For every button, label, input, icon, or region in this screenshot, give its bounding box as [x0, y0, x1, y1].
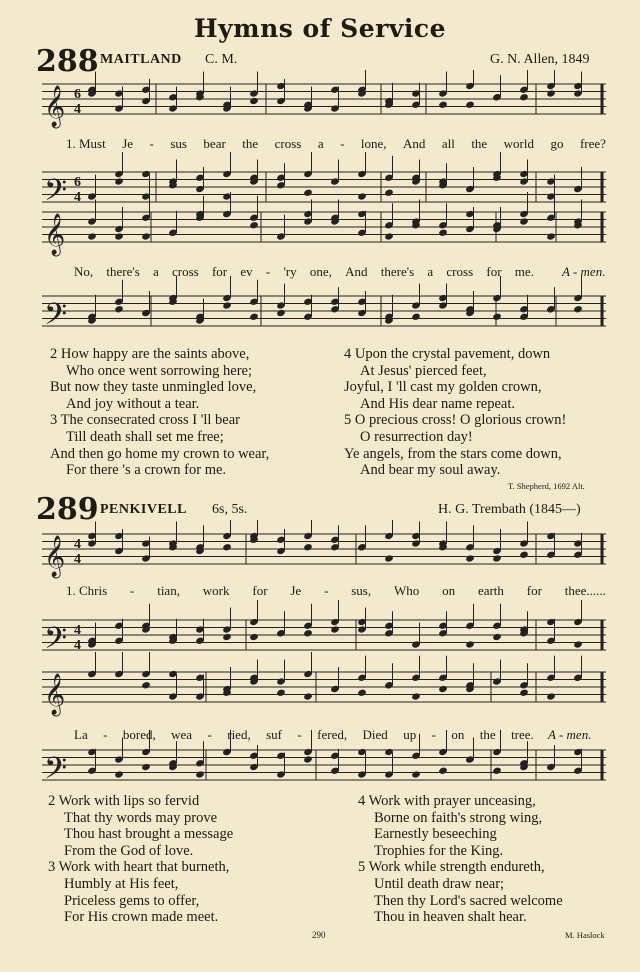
note-head: [303, 543, 313, 551]
lyric-syllable: cross: [274, 136, 302, 151]
note-head: [249, 97, 259, 105]
lyric-syllable: sus,: [351, 583, 372, 598]
bass-clef-icon: 𝄢: [44, 174, 68, 215]
note-head: [438, 685, 448, 693]
hymn-number: 289: [36, 492, 99, 527]
verse-line: And then go home my crown to wear,: [50, 445, 270, 462]
note-head: [141, 681, 151, 689]
lyric-syllable: Je: [290, 583, 302, 598]
note-head: [492, 313, 502, 321]
lyric-syllable: -: [103, 727, 108, 742]
lyric-syllable: work: [202, 583, 230, 598]
composer: G. N. Allen, 1849: [490, 52, 590, 67]
note-head: [519, 93, 529, 101]
note-head: [114, 232, 124, 240]
time-signature: 4: [74, 102, 81, 117]
tune-name: PENKIVELL: [100, 502, 187, 517]
amen-label: A - men.: [562, 264, 606, 279]
lyric-syllable: there's: [380, 264, 415, 279]
verse-line: 4 Work with prayer unceasing,: [358, 793, 536, 809]
meter: 6s, 5s.: [212, 502, 248, 517]
verses-left: [50, 346, 269, 479]
verse-line: For His crown made meet.: [64, 909, 219, 926]
verse-line: Thou in heaven shalt hear.: [374, 909, 527, 926]
verse-line: Who once went sorrowing here;: [66, 362, 253, 379]
note-head: [492, 554, 502, 562]
note-head: [384, 232, 394, 240]
time-signature: 6: [74, 87, 81, 102]
lyric-syllable: lone,: [360, 136, 387, 151]
lyric-syllable: thee......: [564, 583, 606, 598]
time-signature: 4: [74, 552, 81, 567]
lyric-syllable: a: [317, 136, 324, 151]
verse-line: Joyful, I 'll cast my golden crown,: [344, 379, 542, 396]
note-head: [519, 689, 529, 697]
note-head: [384, 189, 394, 197]
lyric-syllable: sus: [170, 136, 187, 151]
lyric-syllable: No,: [74, 264, 94, 279]
note-head: [573, 305, 583, 313]
note-head: [222, 301, 232, 309]
note-head: [357, 689, 367, 697]
note-head: [438, 767, 448, 775]
verse-line: O resurrection day!: [360, 428, 473, 445]
verse-line: 5 Work while strength endureth,: [358, 859, 545, 876]
note-head: [114, 305, 124, 313]
verse-line: And joy without a tear.: [66, 395, 200, 412]
verse-line: Earnestly beseeching: [374, 826, 497, 843]
treble-clef-icon: 𝄞: [44, 674, 66, 715]
verse-line: Ye angels, from the stars come down,: [344, 445, 562, 462]
note-head: [114, 770, 124, 778]
note-head: [519, 551, 529, 559]
verse-line: Priceless gems to offer,: [64, 892, 200, 909]
verse-line: Borne on faith's strong wing,: [374, 809, 543, 826]
lyric-syllable: -: [149, 136, 154, 151]
verse-line: 3 The consecrated cross I 'll bear: [50, 412, 240, 429]
lyric-syllable: Je: [122, 136, 134, 151]
lyric-syllable: La: [74, 727, 88, 742]
lyric-syllable: cross: [446, 264, 474, 279]
verse-line: 2 How happy are the saints above,: [50, 346, 250, 362]
note-head: [87, 232, 97, 240]
lyric-syllable: fered,: [317, 727, 348, 742]
lyric-syllable: Died: [362, 727, 388, 742]
note-head: [276, 689, 286, 697]
note-head: [465, 554, 475, 562]
treble-clef-icon: 𝄞: [44, 86, 66, 127]
page-title: Hymns of Service: [194, 14, 446, 43]
amen-label: A - men.: [548, 727, 592, 742]
time-signature: 4: [74, 190, 81, 205]
lyric-syllable: -: [324, 583, 329, 598]
bass-clef-icon: 𝄢: [44, 752, 68, 790]
bass-clef-icon: 𝄢: [44, 298, 68, 339]
treble-clef-icon: 𝄞: [44, 536, 66, 577]
verse-line: 4 Upon the crystal pavement, down: [344, 346, 551, 362]
lyric-syllable: 1. Must: [66, 136, 106, 151]
tune-name: MAITLAND: [100, 52, 182, 67]
lyric-syllable: go: [550, 136, 564, 151]
author-credit: M. Haslock: [565, 930, 605, 940]
note-head: [249, 633, 259, 641]
time-signature: 4: [74, 638, 81, 653]
lyric-syllable: And: [345, 264, 368, 279]
verse-line: Thou hast brought a message: [64, 826, 234, 843]
note-head: [249, 221, 259, 229]
note-head: [411, 770, 421, 778]
note-head: [222, 543, 232, 551]
note-head: [438, 229, 448, 237]
note-head: [222, 633, 232, 641]
lyric-syllable: ried,: [227, 727, 251, 742]
lyric-syllable: free?: [579, 136, 606, 151]
note-head: [276, 309, 286, 317]
verse-line: Till death shall set me free;: [66, 428, 224, 445]
note-head: [411, 313, 421, 321]
author-credit: T. Shepherd, 1692 Alt.: [508, 481, 585, 491]
lyric-syllable: -: [207, 727, 212, 742]
lyric-syllable: on: [451, 727, 465, 742]
verse-line: Until death draw near;: [374, 875, 505, 892]
lyric-syllable: bored,: [122, 727, 156, 742]
lyric-syllable: -: [130, 583, 135, 598]
lyric-syllable: for: [526, 583, 542, 598]
time-signature: 6: [74, 175, 81, 190]
lyric-syllable: -: [297, 727, 302, 742]
lyric-syllable: all: [441, 136, 455, 151]
note-head: [303, 755, 313, 763]
lyrics-line: [74, 727, 534, 743]
verse-line: Humbly at His feet,: [64, 875, 179, 892]
verses-right: [344, 346, 566, 479]
verse-line: But now they taste unmingled love,: [50, 379, 257, 396]
treble-clef-icon: 𝄞: [44, 214, 66, 255]
lyric-syllable: bear: [203, 136, 226, 151]
lyric-syllable: a: [427, 264, 434, 279]
lyric-syllable: And: [402, 136, 426, 151]
composer: H. G. Trembath (1845—): [438, 502, 581, 517]
lyric-syllable: the: [242, 136, 259, 151]
note-head: [438, 101, 448, 109]
note-head: [411, 692, 421, 700]
lyric-syllable: -: [431, 727, 436, 742]
note-head: [492, 767, 502, 775]
note-head: [357, 192, 367, 200]
lyric-syllable: earth: [477, 583, 504, 598]
verse-line: And His dear name repeat.: [360, 395, 516, 412]
lyric-syllable: -: [340, 136, 345, 151]
lyric-syllable: 1. Chris: [66, 583, 108, 598]
lyric-syllable: the: [471, 136, 488, 151]
note-head: [384, 554, 394, 562]
lyric-syllable: for: [486, 264, 502, 279]
lyric-syllable: the: [479, 727, 496, 742]
verse-line: At Jesus' pierced feet,: [360, 362, 487, 379]
lyric-syllable: wea: [171, 727, 193, 742]
lyrics-line: [66, 136, 606, 152]
note-head: [465, 101, 475, 109]
lyric-syllable: Who: [393, 583, 420, 598]
lyric-syllable: world: [503, 136, 535, 151]
lyric-syllable: 'ry: [283, 264, 297, 279]
note-head: [114, 177, 124, 185]
note-head: [519, 217, 529, 225]
music-score-289: [36, 520, 616, 790]
lyric-syllable: a: [153, 264, 159, 279]
note-head: [303, 189, 313, 197]
note-head: [573, 640, 583, 648]
page-number: 290: [312, 930, 326, 940]
time-signature: 4: [74, 623, 81, 638]
note-head: [141, 232, 151, 240]
note-head: [546, 232, 556, 240]
lyric-syllable: there's: [106, 264, 140, 279]
time-signature: 4: [74, 537, 81, 552]
note-head: [465, 640, 475, 648]
verse-line: That thy words may prove: [64, 809, 218, 826]
hymn-number: 288: [36, 44, 99, 79]
lyrics-line: [66, 583, 606, 599]
verse-line: And bear my soul away.: [360, 462, 501, 479]
lyric-syllable: suf: [266, 727, 282, 742]
note-head: [303, 629, 313, 637]
verse-line: From the God of love.: [64, 842, 194, 859]
lyrics-line: [74, 264, 534, 280]
lyric-syllable: ev: [240, 264, 253, 279]
note-head: [492, 633, 502, 641]
note-head: [330, 625, 340, 633]
lyric-syllable: tian,: [157, 583, 180, 598]
note-head: [303, 692, 313, 700]
meter: C. M.: [205, 52, 238, 67]
verse-line: 5 O precious cross! O glorious crown!: [344, 412, 567, 429]
music-score-288: [36, 70, 616, 340]
verses-right: [358, 793, 563, 926]
note-head: [195, 770, 205, 778]
verse-line: Trophies for the King.: [374, 842, 504, 859]
lyric-syllable: -: [265, 264, 271, 279]
note-head: [249, 313, 259, 321]
note-head: [546, 89, 556, 97]
lyric-syllable: for: [252, 583, 268, 598]
lyric-syllable: up: [403, 727, 417, 742]
verse-line: 2 Work with lips so fervid: [48, 793, 200, 809]
note-head: [141, 763, 151, 771]
verse-line: For there 's a crown for me.: [66, 462, 227, 479]
lyric-syllable: me.: [514, 264, 534, 279]
verse-line: 3 Work with heart that burneth,: [48, 859, 230, 876]
bass-clef-icon: 𝄢: [44, 622, 68, 663]
lyric-syllable: on: [442, 583, 456, 598]
note-head: [546, 692, 556, 700]
lyric-syllable: one,: [309, 264, 332, 279]
lyric-syllable: tree.: [511, 727, 534, 742]
verses-left: [48, 793, 233, 926]
lyric-syllable: for: [211, 264, 228, 279]
verse-line: Then thy Lord's sacred welcome: [374, 892, 563, 909]
lyric-syllable: cross: [172, 264, 199, 279]
